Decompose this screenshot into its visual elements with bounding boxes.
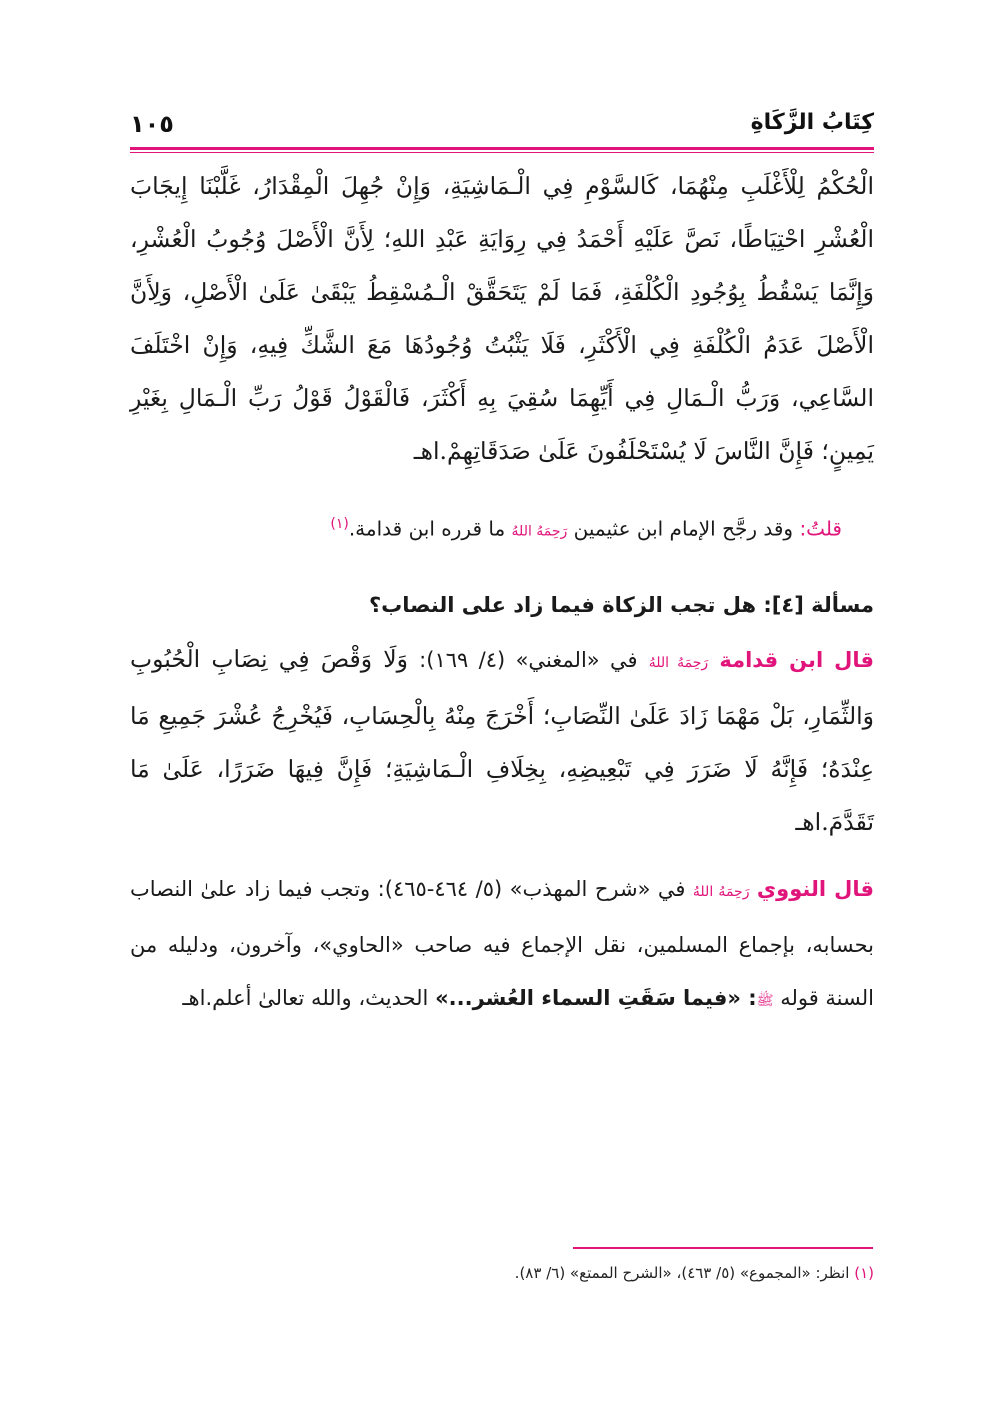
hadith-text: : «فيما سَقَتِ السماء العُشر...» (435, 985, 757, 1010)
question-heading (130, 585, 874, 625)
source-nawawi: في «شرح المهذب» (٥/ ٤٦٤-٤٦٥): (377, 876, 686, 901)
chapter-title: كِتَابُ الزَّكَاةِ (750, 110, 874, 135)
header-rule-thin (130, 152, 874, 153)
quote-nawawi-text: وتجب فيما زاد علىٰ النصاب بحسابه، بإجماع المسلمين، نقل الإجماع فيه صاحب «الحاوي»، وآخرون، ودليله من السنة قوله (130, 876, 874, 1010)
honorific-nawawi: رَحِمَهُ اللهُ (692, 883, 750, 900)
speaker-ibn-qudama: قال ابن قدامة (719, 647, 874, 672)
question-title: هل تجب الزكاة فيما زاد على النصاب؟ (368, 592, 757, 617)
quote-ibn-qudama (130, 633, 874, 849)
footnote-text: انظر: «المجموع» (٥/ ٤٦٣)، «الشرح الممتع» (٦/ ٨٣). (514, 1264, 850, 1282)
page-body (130, 160, 874, 1028)
quote-nawawi (130, 863, 874, 1028)
note-label: قلتُ: (799, 516, 842, 541)
footnote-reference[interactable]: (١) (330, 516, 349, 532)
intro-text: الْحُكْمُ لِلْأَغْلَبِ مِنْهُمَا، كَالسَّوْمِ فِي الْـمَاشِيَةِ، وَإِنْ جُهِلَ الْمِقْدَارُ، غَلَّبْنَا إِيجَابَ الْعُشْرِ احْتِيَاطًا، نَصَّ عَلَيْهِ أَحْمَدُ فِي رِوَايَةِ عَبْدِ اللهِ؛ لِأَنَّ الْأَصْلَ وُجُوبُ الْعُشْرِ، وَإِنَّمَا يَسْقُطُ بِوُجُودِ الْكُلْفَةِ، فَمَا لَمْ يَتَحَقَّقْ الْـمُسْقِطُ يَبْقَىٰ عَلَىٰ الْأَصْلِ، وَلِأَنَّ الْأَصْلَ عَدَمُ الْكُلْفَةِ فِي الْأَكْثَرِ، فَلَا يَثْبُتُ وُجُودُهَا مَعَ الشَّكِّ فِيهِ، وَإِنْ اخْتَلَفَ السَّاعِي، وَرَبُّ الْـمَالِ فِي أَيِّهِمَا سُقِيَ بِهِ أَكْثَرَ، فَالْقَوْلُ قَوْلُ رَبِّ الْـمَالِ بِغَيْرِ يَمِينٍ؛ فَإِنَّ النَّاسَ لَا يُسْتَحْلَفُونَ عَلَىٰ صَدَقَاتِهِمْ.اهـ (130, 172, 874, 465)
question-label: مسألة [٤]: (763, 592, 874, 617)
prophet-honorific: ﷺ (756, 992, 774, 1009)
honorific-text: رَحِمَهُ اللهُ (511, 523, 568, 540)
honorific-ibn-qudama: رَحِمَهُ اللهُ (648, 654, 709, 671)
footnote (130, 1264, 874, 1282)
page-header (130, 100, 874, 144)
quote-nawawi-end: الحديث، والله تعالىٰ أعلم.اهـ (182, 985, 429, 1010)
page-number: ١٠٥ (130, 110, 174, 138)
footnote-rule (573, 1247, 873, 1249)
header-rule (130, 147, 874, 150)
source-ibn-qudama: في «المغني» (٤/ ١٦٩): (419, 647, 638, 672)
author-note (130, 498, 874, 559)
intro-paragraph (130, 160, 874, 478)
speaker-nawawi: قال النووي (756, 876, 874, 901)
quote-ibn-qudama-text: وَلَا وَقْصَ فِي نِصَابِ الْحُبُوبِ وَالثِّمَارِ، بَلْ مَهْمَا زَادَ عَلَىٰ النِّصَابِ؛ أَخْرَجَ مِنْهُ بِالْحِسَابِ، فَيُخْرِجُ عُشْرَ جَمِيعِ مَا عِنْدَهُ؛ فَإِنَّهُ لَا ضَرَرَ فِي تَبْعِيضِهِ، بِخِلَافِ الْـمَاشِيَةِ؛ فَإِنَّ فِيهَا ضَرَرًا، عَلَىٰ مَا تَقَدَّمَ.اهـ (130, 644, 874, 836)
note-text-end: ما قرره ابن قدامة. (348, 516, 506, 541)
note-text: وقد رجَّح الإمام ابن عثيمين (573, 516, 794, 541)
footnote-marker: (١) (854, 1264, 874, 1282)
